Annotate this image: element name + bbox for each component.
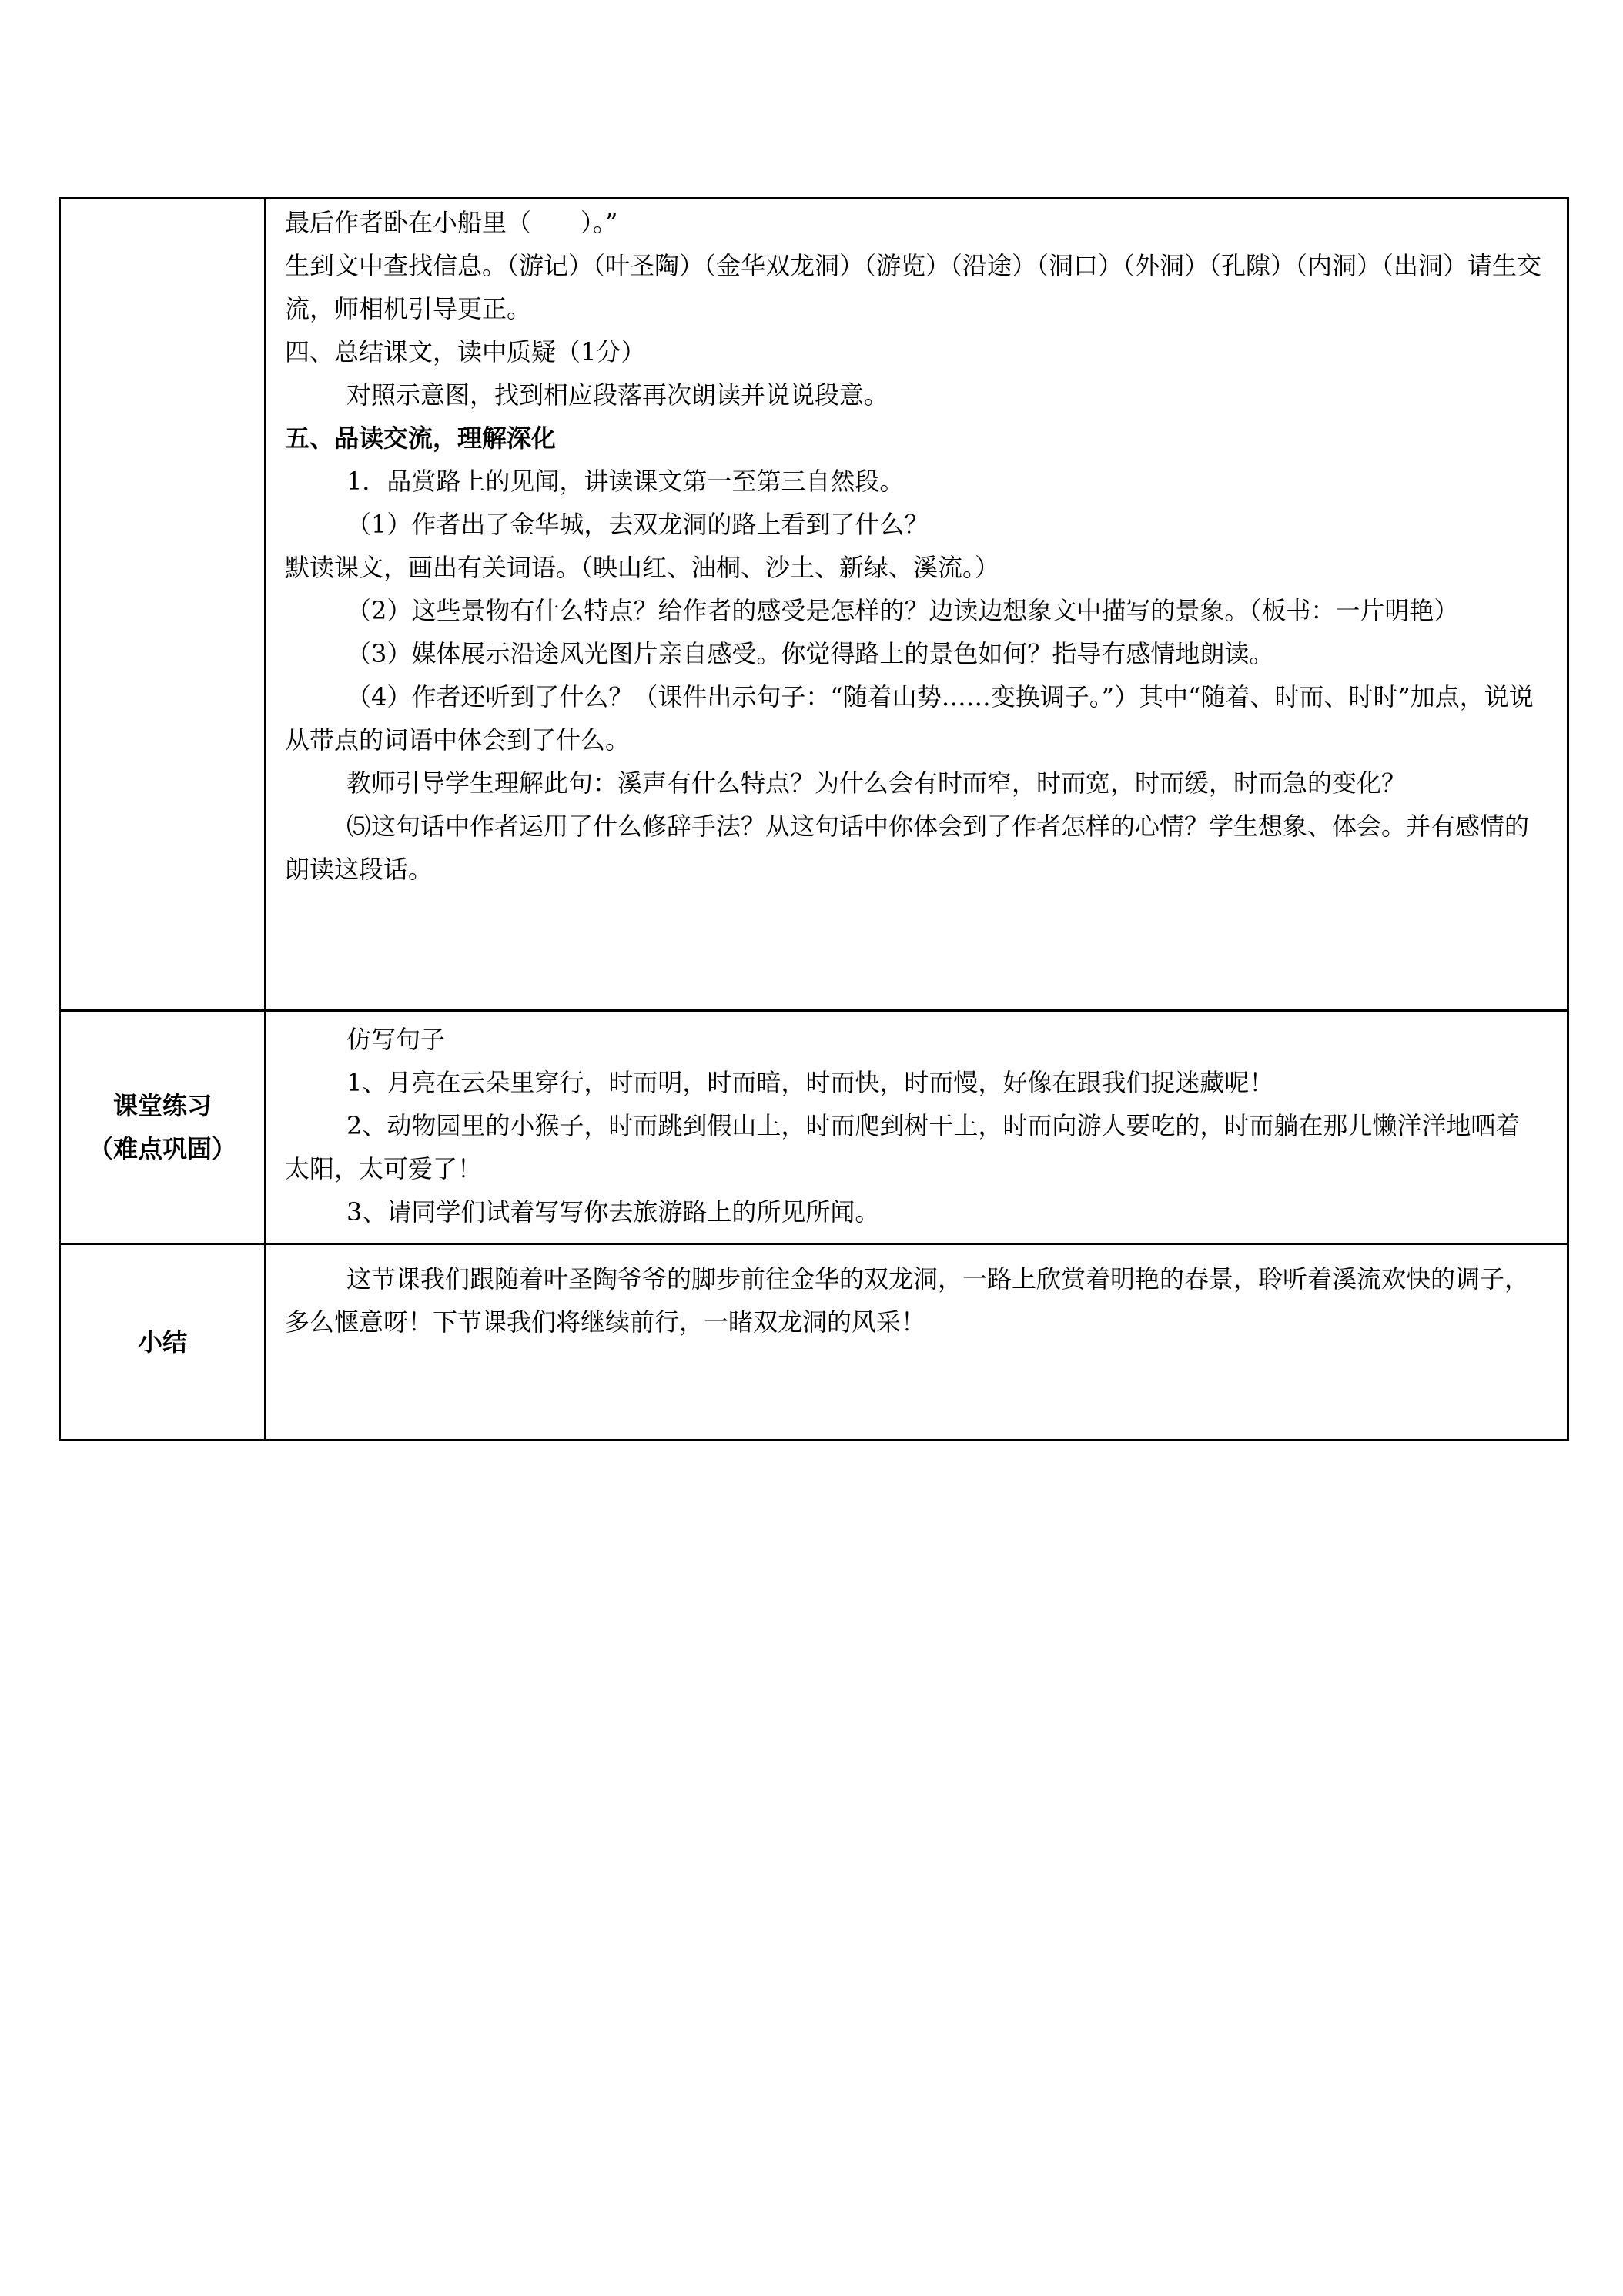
lesson-plan-table bbox=[59, 197, 1569, 1441]
row-label-summary: 小结 bbox=[60, 1244, 266, 1441]
section-heading-bold: 五、品读交流，理解深化 bbox=[285, 423, 557, 453]
text-line: 3、请同学们试着写写你去旅游路上的所见所闻。 bbox=[346, 1197, 880, 1227]
summary-content bbox=[266, 1244, 1568, 1441]
text-line: （3）媒体展示沿途风光图片亲自感受。你觉得路上的景色如何？指导有感情地朗读。 bbox=[346, 639, 1274, 668]
section-heading: 四、总结课文，读中质疑（1分） bbox=[285, 337, 646, 366]
text-line: （4）作者还听到了什么？（课件出示句子：“随着山势……变换调子。”）其中“随着、时而、时时”加点，说说从带点的词语中体会到了什么。 bbox=[285, 682, 1534, 755]
table-row-teaching-process bbox=[60, 199, 1568, 1011]
teaching-process-content bbox=[266, 199, 1568, 1011]
text-line: 对照示意图，找到相应段落再次朗读并说说段意。 bbox=[346, 380, 889, 410]
text-line: 生到文中查找信息。（游记）（叶圣陶）（金华双龙洞）（游览）（沿途）（洞口）（外洞）（孔隙）（内洞）（出洞）请生交流，师相机引导更正。 bbox=[285, 251, 1542, 323]
text-line: ⑸这句话中作者运用了什么修辞手法？从这句话中你体会到了作者怎样的心情？学生想象、体会。并有感情的朗读这段话。 bbox=[285, 812, 1530, 884]
text-line: 仿写句子 bbox=[346, 1025, 446, 1054]
text-line: 默读课文，画出有关词语。（映山红、油桐、沙土、新绿、溪流。） bbox=[285, 553, 1000, 582]
row-label-practice bbox=[60, 1011, 266, 1244]
text-line: 2、动物园里的小猴子，时而跳到假山上，时而爬到树干上，时而向游人要吃的，时而躺在那儿懒洋洋地晒着太阳，太可爱了！ bbox=[285, 1111, 1521, 1183]
text-line: （2）这些景物有什么特点？给作者的感受是怎样的？边读边想象文中描写的景象。（板书：一片明艳） bbox=[346, 596, 1459, 625]
text-line: 教师引导学生理解此句：溪声有什么特点？为什么会有时而窄，时而宽，时而缓，时而急的变化？ bbox=[346, 768, 1407, 798]
practice-content bbox=[266, 1011, 1568, 1244]
row-label-empty bbox=[60, 199, 266, 1011]
table-row-practice bbox=[60, 1011, 1568, 1244]
table-row-summary bbox=[60, 1244, 1568, 1441]
text-line: 最后作者卧在小船里（ ）。” bbox=[285, 208, 618, 237]
label-line: （难点巩固） bbox=[88, 1134, 236, 1163]
label-line: 课堂练习 bbox=[112, 1091, 212, 1120]
text-line: 这节课我们跟随着叶圣陶爷爷的脚步前往金华的双龙洞，一路上欣赏着明艳的春景，聆听着溪流欢快的调子，多么惬意呀！下节课我们将继续前行，一睹双龙洞的风采！ bbox=[285, 1264, 1530, 1337]
text-line: （1）作者出了金华城，去双龙洞的路上看到了什么？ bbox=[346, 510, 929, 539]
text-line: 1、月亮在云朵里穿行，时而明，时而暗，时而快，时而慢，好像在跟我们捉迷藏呢！ bbox=[346, 1068, 1274, 1097]
text-line: 1．品赏路上的见闻，讲读课文第一至第三自然段。 bbox=[346, 467, 905, 496]
